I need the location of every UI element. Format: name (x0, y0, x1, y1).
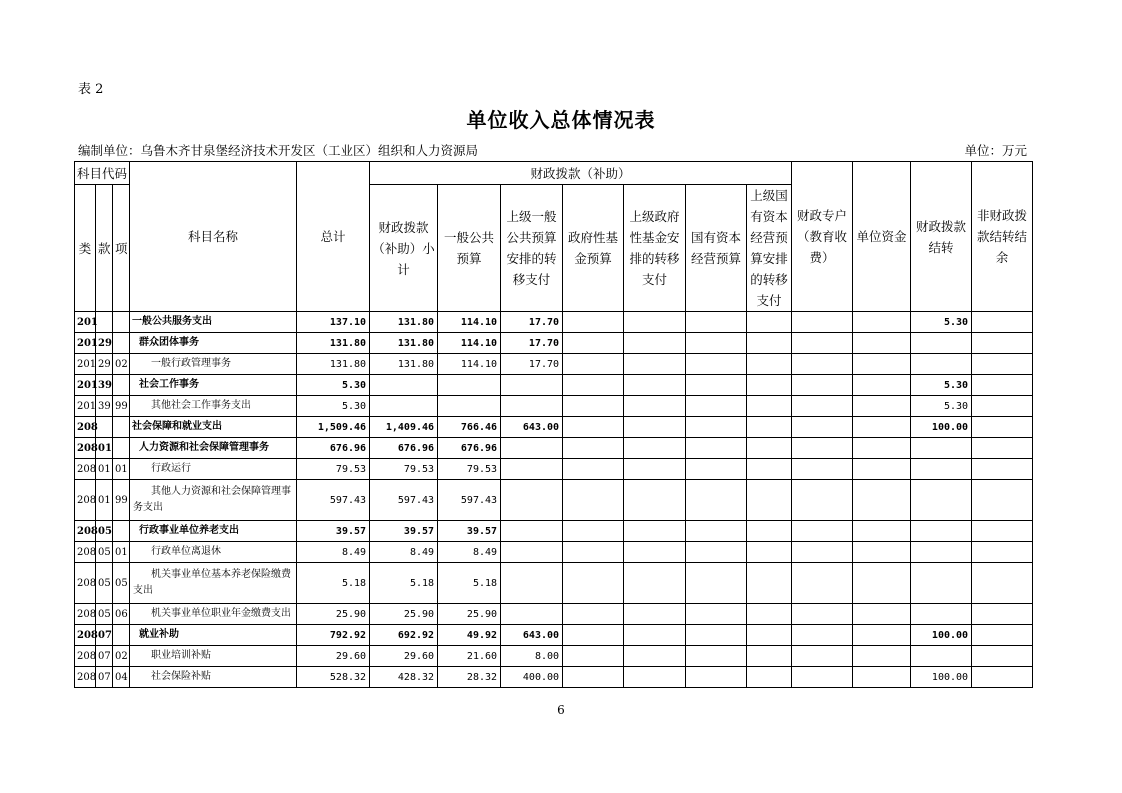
cell-unit (853, 375, 911, 396)
cell-upper-general: 643.00 (501, 417, 563, 438)
header-fiscal-carryover: 财政拨款结转 (911, 162, 972, 312)
cell-kuan: 07 (96, 625, 113, 646)
cell-name: 其他社会工作事务支出 (130, 396, 297, 417)
table-row (75, 563, 1033, 604)
cell-special (792, 459, 853, 480)
cell-subtotal: 597.43 (370, 480, 438, 521)
cell-unit (853, 333, 911, 354)
header-fiscal-subtotal: 财政拨款（补助）小计 (370, 185, 438, 312)
table-row (75, 375, 1033, 396)
cell-gov-fund (563, 521, 624, 542)
cell-upper-capital (747, 375, 792, 396)
cell-general: 21.60 (438, 646, 501, 667)
cell-total: 676.96 (297, 438, 370, 459)
cell-name: 社会保险补贴 (130, 667, 297, 688)
header-upper-fund-transfer: 上级政府性基金安排的转移支付 (624, 185, 686, 312)
cell-name: 社会工作事务 (130, 375, 297, 396)
cell-upper-capital (747, 459, 792, 480)
cell-special (792, 625, 853, 646)
cell-special (792, 312, 853, 333)
table-row (75, 417, 1033, 438)
table-row (75, 438, 1033, 459)
cell-upper-capital (747, 312, 792, 333)
table-body (75, 312, 1033, 688)
cell-unit (853, 646, 911, 667)
cell-upper-fund (624, 625, 686, 646)
cell-special (792, 646, 853, 667)
cell-lei: 201 (75, 396, 96, 417)
cell-total: 597.43 (297, 480, 370, 521)
cell-name: 行政运行 (130, 459, 297, 480)
cell-unit (853, 480, 911, 521)
cell-unit (853, 604, 911, 625)
cell-unit (853, 354, 911, 375)
cell-upper-fund (624, 646, 686, 667)
cell-special (792, 480, 853, 521)
cell-name: 机关事业单位职业年金缴费支出 (130, 604, 297, 625)
header-unit-funds: 单位资金 (853, 162, 911, 312)
cell-kuan: 05 (96, 563, 113, 604)
cell-kuan: 29 (96, 354, 113, 375)
cell-total: 25.90 (297, 604, 370, 625)
cell-subtotal: 692.92 (370, 625, 438, 646)
cell-general: 39.57 (438, 521, 501, 542)
cell-xiang (113, 333, 130, 354)
cell-noncarry (972, 542, 1033, 563)
cell-upper-general (501, 459, 563, 480)
cell-upper-capital (747, 438, 792, 459)
table-row (75, 354, 1033, 375)
cell-upper-general (501, 438, 563, 459)
cell-state-capital (686, 354, 747, 375)
cell-xiang (113, 521, 130, 542)
cell-upper-general (501, 375, 563, 396)
header-upper-general-transfer: 上级一般公共预算安排的转移支付 (501, 185, 563, 312)
cell-upper-capital (747, 604, 792, 625)
cell-special (792, 563, 853, 604)
cell-general: 49.92 (438, 625, 501, 646)
cell-subtotal: 79.53 (370, 459, 438, 480)
income-summary-table (74, 161, 1033, 688)
cell-upper-fund (624, 521, 686, 542)
cell-noncarry (972, 667, 1033, 688)
table-row (75, 521, 1033, 542)
cell-general: 676.96 (438, 438, 501, 459)
cell-carry (911, 459, 972, 480)
header-class: 类 (75, 185, 96, 312)
cell-xiang: 01 (113, 459, 130, 480)
cell-unit (853, 312, 911, 333)
cell-subtotal: 428.32 (370, 667, 438, 688)
cell-upper-fund (624, 542, 686, 563)
cell-name: 群众团体事务 (130, 333, 297, 354)
cell-subtotal: 5.18 (370, 563, 438, 604)
cell-state-capital (686, 521, 747, 542)
cell-total: 29.60 (297, 646, 370, 667)
cell-upper-general (501, 396, 563, 417)
cell-xiang: 99 (113, 396, 130, 417)
cell-name: 社会保障和就业支出 (130, 417, 297, 438)
cell-noncarry (972, 563, 1033, 604)
cell-special (792, 542, 853, 563)
cell-lei: 201 (75, 375, 96, 396)
cell-gov-fund (563, 396, 624, 417)
cell-kuan: 05 (96, 542, 113, 563)
cell-total: 131.80 (297, 333, 370, 354)
cell-noncarry (972, 396, 1033, 417)
cell-kuan: 05 (96, 521, 113, 542)
cell-upper-fund (624, 667, 686, 688)
cell-gov-fund (563, 438, 624, 459)
cell-special (792, 333, 853, 354)
cell-noncarry (972, 480, 1033, 521)
cell-name: 其他人力资源和社会保障管理事务支出 (130, 480, 297, 521)
cell-general: 25.90 (438, 604, 501, 625)
cell-gov-fund (563, 646, 624, 667)
cell-total: 5.18 (297, 563, 370, 604)
cell-upper-capital (747, 667, 792, 688)
cell-subtotal: 29.60 (370, 646, 438, 667)
cell-gov-fund (563, 542, 624, 563)
cell-upper-general: 17.70 (501, 312, 563, 333)
header-general-budget: 一般公共预算 (438, 185, 501, 312)
cell-upper-general (501, 563, 563, 604)
cell-general: 114.10 (438, 312, 501, 333)
cell-general (438, 396, 501, 417)
cell-carry: 100.00 (911, 417, 972, 438)
header-nonfiscal-carryover: 非财政拨款结转结余 (972, 162, 1033, 312)
table-row (75, 396, 1033, 417)
cell-special (792, 438, 853, 459)
cell-noncarry (972, 438, 1033, 459)
cell-general (438, 375, 501, 396)
cell-upper-fund (624, 417, 686, 438)
cell-name: 机关事业单位基本养老保险缴费支出 (130, 563, 297, 604)
cell-carry (911, 438, 972, 459)
cell-subtotal (370, 375, 438, 396)
cell-lei: 201 (75, 333, 96, 354)
cell-carry: 5.30 (911, 375, 972, 396)
cell-gov-fund (563, 417, 624, 438)
cell-state-capital (686, 563, 747, 604)
cell-upper-fund (624, 375, 686, 396)
cell-upper-fund (624, 354, 686, 375)
cell-state-capital (686, 312, 747, 333)
cell-kuan: 39 (96, 396, 113, 417)
cell-upper-fund (624, 333, 686, 354)
cell-state-capital (686, 542, 747, 563)
cell-unit (853, 542, 911, 563)
table-tag: 表 2 (78, 82, 104, 97)
cell-total: 792.92 (297, 625, 370, 646)
cell-noncarry (972, 354, 1033, 375)
cell-name: 一般行政管理事务 (130, 354, 297, 375)
cell-special (792, 417, 853, 438)
cell-gov-fund (563, 333, 624, 354)
cell-upper-general: 17.70 (501, 333, 563, 354)
cell-upper-capital (747, 521, 792, 542)
cell-subtotal: 1,409.46 (370, 417, 438, 438)
cell-kuan (96, 312, 113, 333)
cell-state-capital (686, 459, 747, 480)
cell-total: 5.30 (297, 396, 370, 417)
cell-subtotal: 131.80 (370, 312, 438, 333)
cell-lei: 208 (75, 459, 96, 480)
cell-upper-fund (624, 604, 686, 625)
table-row (75, 625, 1033, 646)
cell-upper-capital (747, 417, 792, 438)
cell-unit (853, 438, 911, 459)
cell-state-capital (686, 646, 747, 667)
cell-kuan: 29 (96, 333, 113, 354)
cell-carry (911, 563, 972, 604)
cell-subtotal: 131.80 (370, 354, 438, 375)
cell-carry (911, 354, 972, 375)
cell-upper-general: 17.70 (501, 354, 563, 375)
cell-noncarry (972, 417, 1033, 438)
cell-upper-capital (747, 563, 792, 604)
cell-state-capital (686, 625, 747, 646)
cell-gov-fund (563, 375, 624, 396)
cell-name: 职业培训补贴 (130, 646, 297, 667)
cell-carry (911, 480, 972, 521)
cell-special (792, 521, 853, 542)
cell-state-capital (686, 375, 747, 396)
cell-state-capital (686, 333, 747, 354)
cell-xiang (113, 312, 130, 333)
cell-lei: 201 (75, 354, 96, 375)
cell-xiang (113, 417, 130, 438)
cell-kuan: 01 (96, 459, 113, 480)
cell-total: 39.57 (297, 521, 370, 542)
cell-kuan: 01 (96, 438, 113, 459)
cell-gov-fund (563, 667, 624, 688)
cell-lei: 201 (75, 312, 96, 333)
header-fiscal-group: 财政拨款（补助） (370, 162, 792, 185)
cell-unit (853, 417, 911, 438)
cell-noncarry (972, 625, 1033, 646)
cell-xiang (113, 625, 130, 646)
cell-noncarry (972, 312, 1033, 333)
cell-subtotal (370, 396, 438, 417)
cell-lei: 208 (75, 417, 96, 438)
cell-special (792, 354, 853, 375)
cell-name: 就业补助 (130, 625, 297, 646)
cell-upper-capital (747, 354, 792, 375)
cell-name: 一般公共服务支出 (130, 312, 297, 333)
cell-noncarry (972, 459, 1033, 480)
cell-state-capital (686, 667, 747, 688)
cell-noncarry (972, 333, 1033, 354)
cell-total: 528.32 (297, 667, 370, 688)
cell-lei: 208 (75, 542, 96, 563)
cell-carry: 5.30 (911, 396, 972, 417)
cell-kuan: 01 (96, 480, 113, 521)
cell-noncarry (972, 604, 1033, 625)
cell-kuan: 05 (96, 604, 113, 625)
cell-general: 766.46 (438, 417, 501, 438)
cell-xiang: 02 (113, 646, 130, 667)
cell-unit (853, 459, 911, 480)
cell-noncarry (972, 521, 1033, 542)
header-code: 科目代码 (75, 162, 130, 185)
cell-gov-fund (563, 563, 624, 604)
cell-total: 131.80 (297, 354, 370, 375)
cell-subtotal: 25.90 (370, 604, 438, 625)
cell-upper-capital (747, 646, 792, 667)
cell-upper-capital (747, 542, 792, 563)
currency-unit-label: 单位：万元 (964, 143, 1027, 158)
cell-upper-capital (747, 625, 792, 646)
cell-carry (911, 521, 972, 542)
cell-total: 137.10 (297, 312, 370, 333)
cell-upper-capital (747, 396, 792, 417)
cell-carry (911, 333, 972, 354)
cell-xiang: 06 (113, 604, 130, 625)
cell-upper-general (501, 521, 563, 542)
cell-unit (853, 563, 911, 604)
cell-subtotal: 39.57 (370, 521, 438, 542)
cell-general: 597.43 (438, 480, 501, 521)
cell-kuan: 07 (96, 646, 113, 667)
table-row (75, 312, 1033, 333)
cell-state-capital (686, 604, 747, 625)
header-fiscal-special: 财政专户（教育收费） (792, 162, 853, 312)
cell-gov-fund (563, 312, 624, 333)
table-row (75, 542, 1033, 563)
cell-general: 8.49 (438, 542, 501, 563)
cell-upper-fund (624, 480, 686, 521)
cell-gov-fund (563, 480, 624, 521)
cell-lei: 208 (75, 667, 96, 688)
header-state-capital: 国有资本经营预算 (686, 185, 747, 312)
cell-unit (853, 625, 911, 646)
cell-noncarry (972, 375, 1033, 396)
cell-upper-fund (624, 563, 686, 604)
cell-lei: 208 (75, 438, 96, 459)
cell-carry: 5.30 (911, 312, 972, 333)
cell-general: 28.32 (438, 667, 501, 688)
cell-upper-fund (624, 438, 686, 459)
cell-lei: 208 (75, 604, 96, 625)
cell-xiang: 02 (113, 354, 130, 375)
header-section: 款 (96, 185, 113, 312)
cell-state-capital (686, 396, 747, 417)
cell-carry: 100.00 (911, 625, 972, 646)
cell-xiang: 04 (113, 667, 130, 688)
cell-total: 79.53 (297, 459, 370, 480)
cell-state-capital (686, 480, 747, 521)
cell-noncarry (972, 646, 1033, 667)
cell-xiang: 99 (113, 480, 130, 521)
cell-carry (911, 542, 972, 563)
cell-total: 5.30 (297, 375, 370, 396)
cell-upper-general (501, 604, 563, 625)
cell-kuan: 07 (96, 667, 113, 688)
cell-lei: 208 (75, 521, 96, 542)
cell-subtotal: 8.49 (370, 542, 438, 563)
table-row (75, 667, 1033, 688)
header-gov-fund: 政府性基金预算 (563, 185, 624, 312)
cell-upper-general: 400.00 (501, 667, 563, 688)
cell-name: 行政事业单位养老支出 (130, 521, 297, 542)
header-upper-capital-transfer: 上级国有资本经营预算安排的转移支付 (747, 185, 792, 312)
cell-upper-general: 643.00 (501, 625, 563, 646)
page-title: 单位收入总体情况表 (466, 108, 656, 132)
cell-upper-general (501, 542, 563, 563)
cell-general: 114.10 (438, 354, 501, 375)
table-row (75, 646, 1033, 667)
cell-name: 行政单位离退休 (130, 542, 297, 563)
cell-gov-fund (563, 604, 624, 625)
cell-special (792, 375, 853, 396)
cell-special (792, 667, 853, 688)
cell-upper-general (501, 480, 563, 521)
cell-upper-fund (624, 312, 686, 333)
cell-upper-fund (624, 459, 686, 480)
cell-kuan: 39 (96, 375, 113, 396)
table-row (75, 459, 1033, 480)
cell-general: 5.18 (438, 563, 501, 604)
header-item: 项 (113, 185, 130, 312)
header-name: 科目名称 (130, 162, 297, 312)
cell-xiang: 05 (113, 563, 130, 604)
cell-state-capital (686, 438, 747, 459)
cell-unit (853, 396, 911, 417)
cell-unit (853, 521, 911, 542)
cell-xiang: 01 (113, 542, 130, 563)
cell-lei: 208 (75, 480, 96, 521)
cell-xiang (113, 375, 130, 396)
cell-upper-capital (747, 333, 792, 354)
cell-gov-fund (563, 459, 624, 480)
cell-carry (911, 646, 972, 667)
cell-state-capital (686, 417, 747, 438)
cell-special (792, 604, 853, 625)
cell-carry: 100.00 (911, 667, 972, 688)
cell-total: 1,509.46 (297, 417, 370, 438)
cell-xiang (113, 438, 130, 459)
table-row (75, 333, 1033, 354)
header-total: 总计 (297, 162, 370, 312)
cell-total: 8.49 (297, 542, 370, 563)
cell-general: 79.53 (438, 459, 501, 480)
cell-carry (911, 604, 972, 625)
compiling-unit-label: 编制单位：乌鲁木齐甘泉堡经济技术开发区（工业区）组织和人力资源局 (78, 143, 479, 158)
page-number: 6 (557, 703, 565, 717)
cell-special (792, 396, 853, 417)
cell-subtotal: 131.80 (370, 333, 438, 354)
cell-gov-fund (563, 354, 624, 375)
cell-gov-fund (563, 625, 624, 646)
cell-kuan (96, 417, 113, 438)
cell-general: 114.10 (438, 333, 501, 354)
cell-subtotal: 676.96 (370, 438, 438, 459)
table-row (75, 480, 1033, 521)
table-row (75, 604, 1033, 625)
cell-upper-fund (624, 396, 686, 417)
cell-lei: 208 (75, 646, 96, 667)
cell-lei: 208 (75, 625, 96, 646)
cell-lei: 208 (75, 563, 96, 604)
cell-upper-general: 8.00 (501, 646, 563, 667)
cell-name: 人力资源和社会保障管理事务 (130, 438, 297, 459)
cell-unit (853, 667, 911, 688)
cell-upper-capital (747, 480, 792, 521)
